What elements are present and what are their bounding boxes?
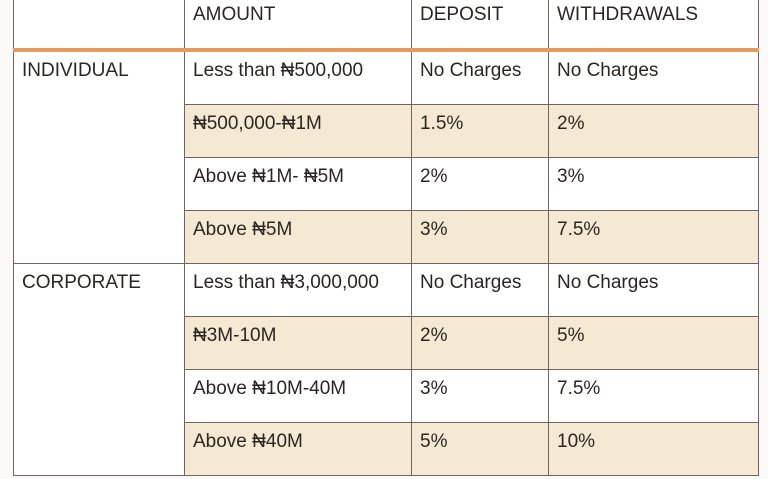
cell-withdrawals: 5% — [549, 317, 759, 370]
cell-amount: Less than ₦500,000 — [185, 50, 412, 105]
cell-amount: ₦500,000-₦1M — [185, 105, 412, 158]
cell-amount: Less than ₦3,000,000 — [185, 264, 412, 317]
header-amount: AMOUNT — [185, 0, 412, 50]
header-row — [14, 0, 759, 50]
charges-table — [13, 0, 759, 476]
cell-deposit: No Charges — [412, 50, 549, 105]
table-header — [14, 0, 759, 50]
group-label-individual: INDIVIDUAL — [14, 50, 185, 264]
cell-amount: ₦3M-10M — [185, 317, 412, 370]
table-body — [14, 50, 759, 476]
cell-deposit: 5% — [412, 423, 549, 476]
cell-withdrawals: 7.5% — [549, 370, 759, 423]
cell-deposit: 3% — [412, 211, 549, 264]
cell-amount: Above ₦5M — [185, 211, 412, 264]
cell-withdrawals: No Charges — [549, 50, 759, 105]
cell-amount: Above ₦1M- ₦5M — [185, 158, 412, 211]
header-deposit: DEPOSIT — [412, 0, 549, 50]
cell-deposit: No Charges — [412, 264, 549, 317]
cell-deposit: 2% — [412, 158, 549, 211]
header-withdrawals: WITHDRAWALS — [549, 0, 759, 50]
cell-withdrawals: 7.5% — [549, 211, 759, 264]
cell-deposit: 1.5% — [412, 105, 549, 158]
table-row — [14, 264, 759, 317]
cell-withdrawals: 3% — [549, 158, 759, 211]
cell-withdrawals: 2% — [549, 105, 759, 158]
header-category — [14, 0, 185, 50]
cell-deposit: 2% — [412, 317, 549, 370]
cell-withdrawals: No Charges — [549, 264, 759, 317]
group-label-corporate: CORPORATE — [14, 264, 185, 476]
cell-deposit: 3% — [412, 370, 549, 423]
table-row — [14, 50, 759, 105]
cell-amount: Above ₦40M — [185, 423, 412, 476]
cell-withdrawals: 10% — [549, 423, 759, 476]
cell-amount: Above ₦10M-40M — [185, 370, 412, 423]
